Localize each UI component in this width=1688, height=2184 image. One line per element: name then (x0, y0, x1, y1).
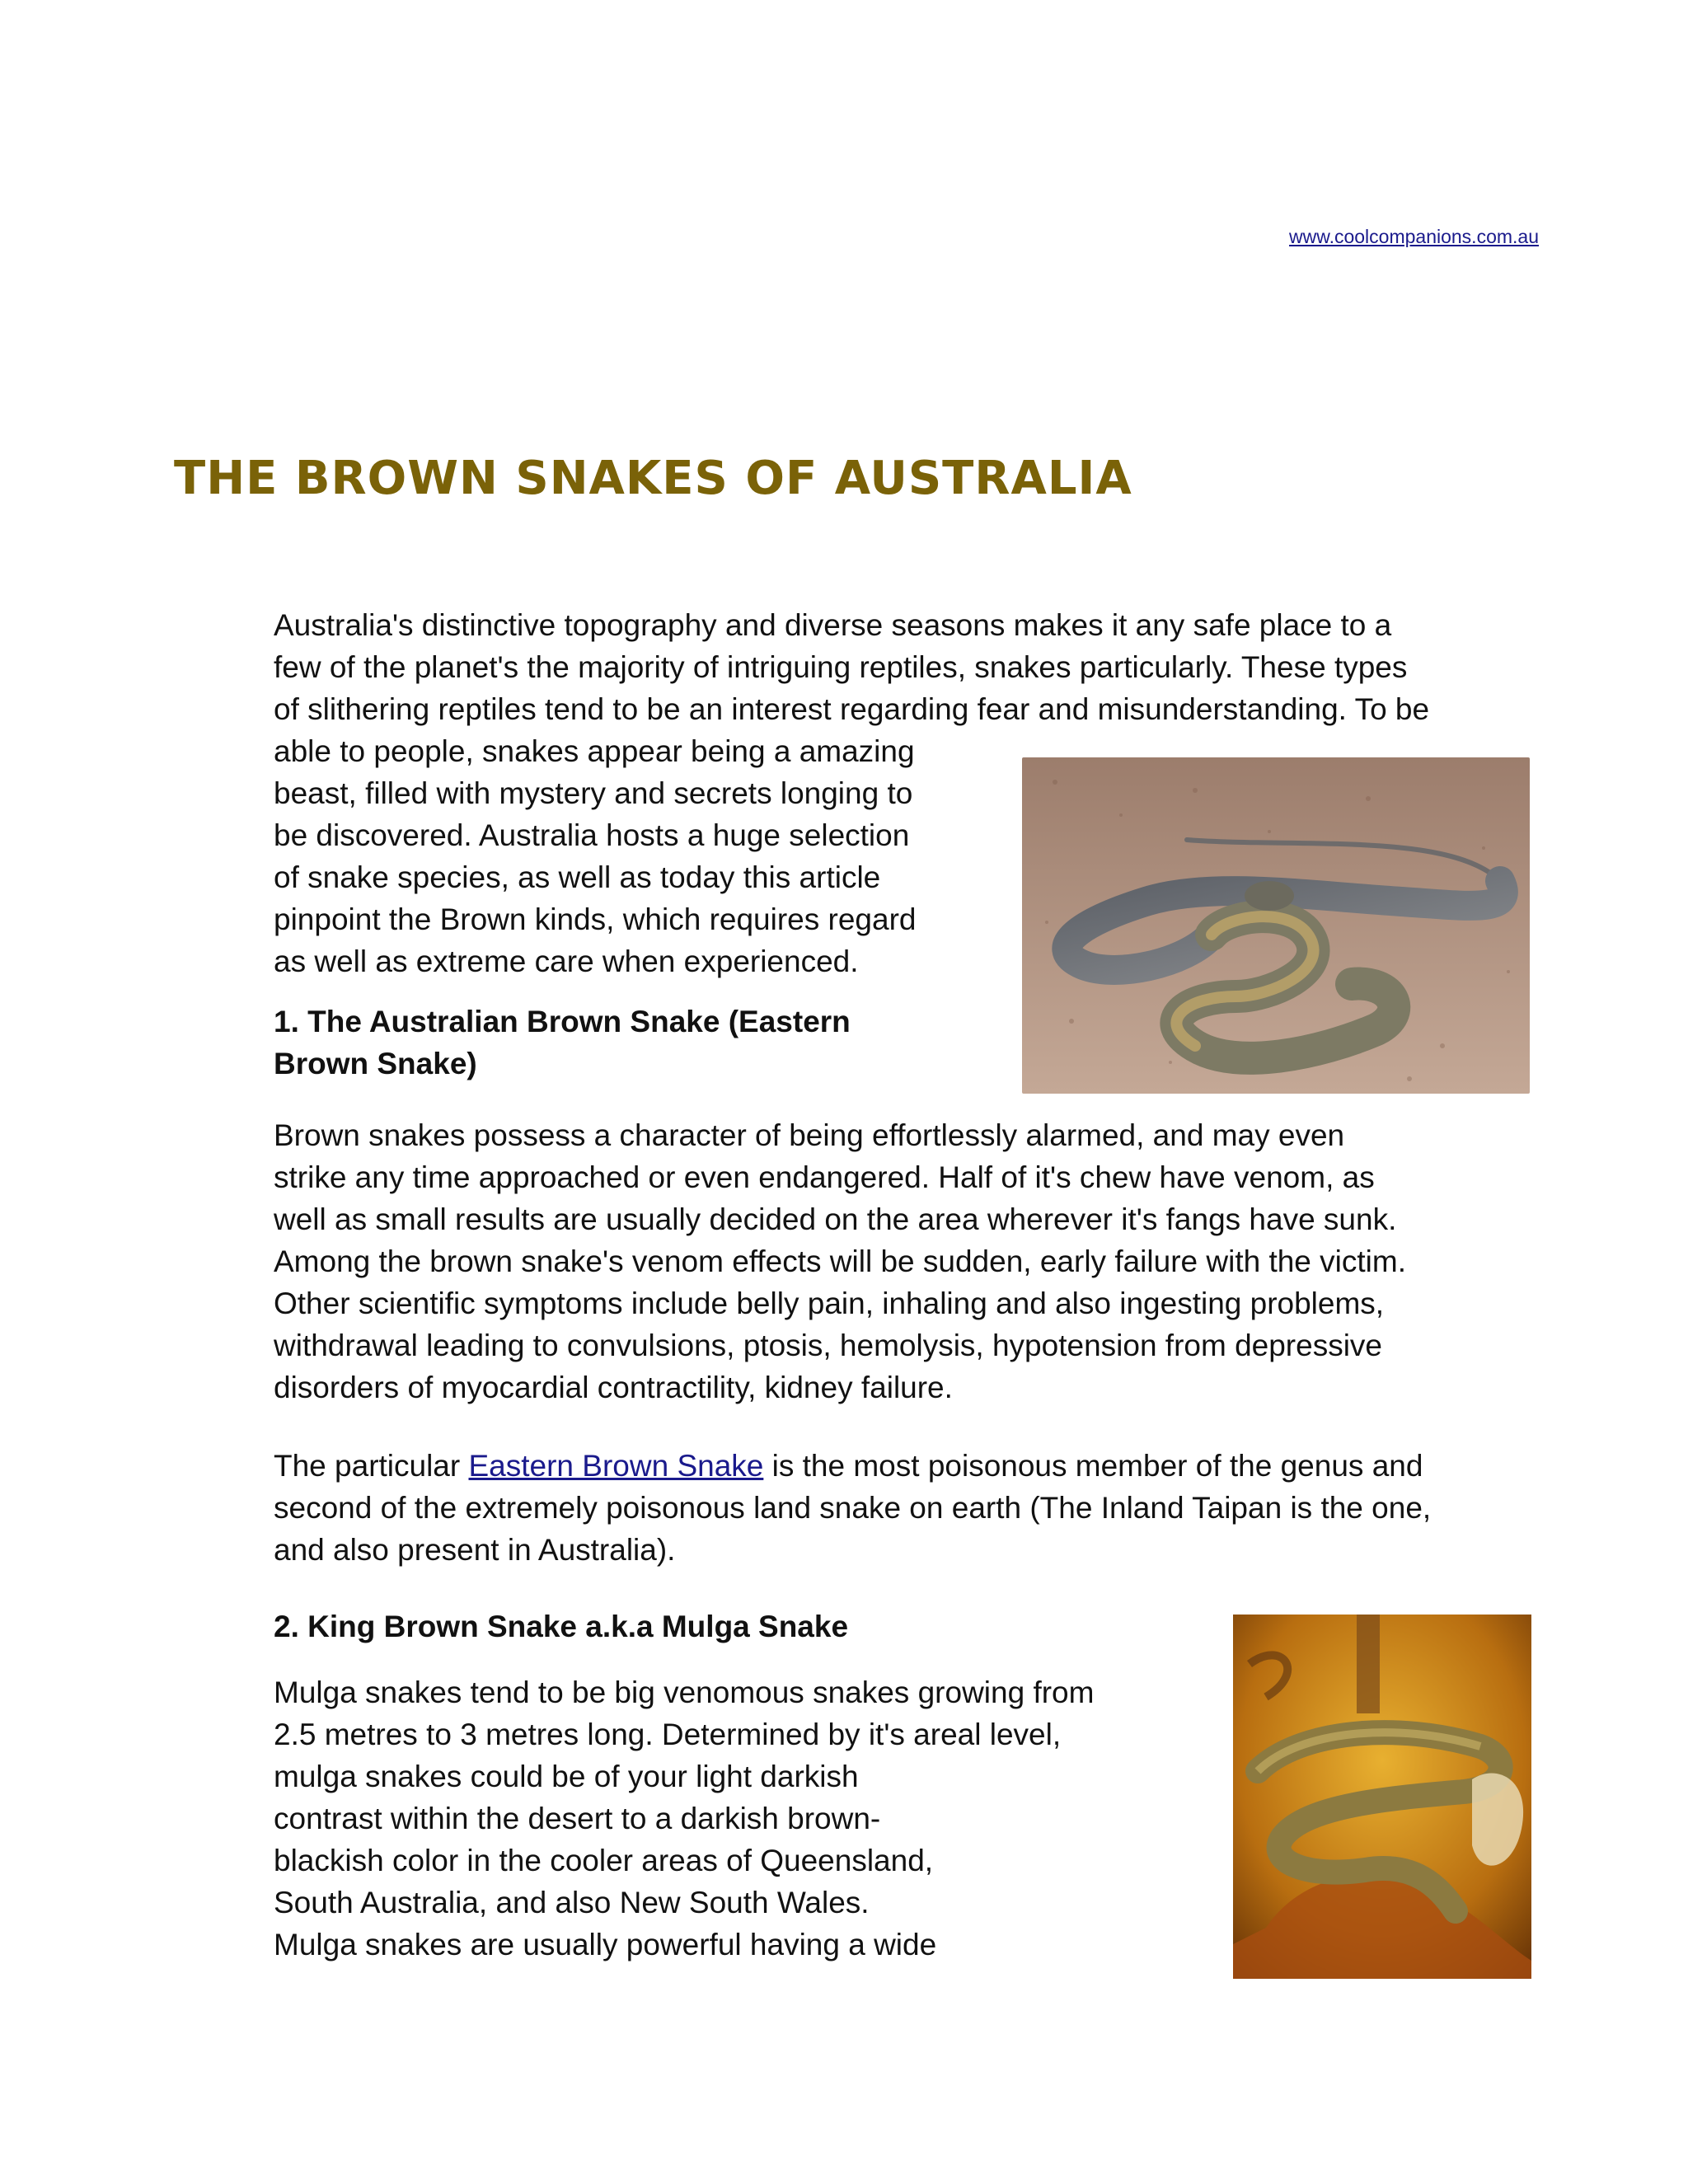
para-line: well as small results are usually decided on the area wherever it's fangs have sunk. (274, 1202, 1397, 1236)
intro-line: Australia's distinctive topography and diverse seasons makes it any safe place to a (274, 608, 1392, 642)
heading-line: 1. The Australian Brown Snake (Eastern (274, 1005, 851, 1038)
heading-line: Brown Snake) (274, 1047, 477, 1080)
eastern-suffix: is the most poisonous member of the genus and (763, 1449, 1423, 1483)
mulga-paragraph (274, 1671, 1164, 1966)
para-line: contrast within the desert to a darkish brown- (274, 1802, 881, 1835)
mulga-photo-illustration (1233, 1615, 1531, 1979)
para-line: Other scientific symptoms include belly pain, inhaling and also ingesting problems, (274, 1286, 1385, 1320)
para-line: 2.5 metres to 3 metres long. Determined by it's areal level, (274, 1718, 1062, 1751)
para-line: disorders of myocardial contractility, kidney failure. (274, 1371, 953, 1404)
eastern-brown-snake-photo (1022, 757, 1530, 1094)
para-line: mulga snakes could be of your light darkish (274, 1760, 859, 1793)
section-heading-king-brown: 2. King Brown Snake a.k.a Mulga Snake (274, 1610, 849, 1643)
intro-line: of snake species, as well as today this article (274, 860, 881, 894)
snake-photo-illustration (1022, 757, 1530, 1094)
intro-line: be discovered. Australia hosts a huge selection (274, 818, 910, 852)
para-line: strike any time approached or even endangered. Half of it's chew have venom, as (274, 1160, 1375, 1194)
eastern-brown-snake-link[interactable]: Eastern Brown Snake (468, 1449, 764, 1483)
site-link[interactable]: www.coolcompanions.com.au (1289, 226, 1539, 247)
eastern-prefix: The particular (274, 1449, 469, 1483)
para-line: and also present in Australia). (274, 1533, 676, 1567)
intro-paragraph (274, 604, 1535, 730)
para-line: Brown snakes possess a character of being effortlessly alarmed, and may even (274, 1118, 1345, 1152)
intro-line: pinpoint the Brown kinds, which requires regard (274, 902, 917, 936)
brown-snake-paragraph (274, 1114, 1535, 1408)
intro-line: few of the planet's the majority of intriguing reptiles, snakes particularly. These types (274, 650, 1408, 684)
article-body (274, 604, 1535, 1961)
para-line (274, 1445, 1535, 1487)
para-line: Mulga snakes tend to be big venomous snakes growing from (274, 1675, 1095, 1709)
mulga-snake-photo (1233, 1615, 1531, 1979)
section-heading-eastern (274, 1001, 982, 1085)
para-line: Among the brown snake's venom effects will be sudden, early failure with the victim. (274, 1244, 1406, 1278)
eastern-brown-paragraph (274, 1445, 1535, 1571)
page-title: THE BROWN SNAKES OF AUSTRALIA (174, 452, 1132, 505)
intro-line: beast, filled with mystery and secrets longing to (274, 776, 913, 810)
intro-line: of slithering reptiles tend to be an interest regarding fear and misunderstanding. To be (274, 692, 1430, 726)
intro-line: as well as extreme care when experienced. (274, 944, 859, 978)
article-block (274, 604, 1535, 1961)
para-line: blackish color in the cooler areas of Queensland, (274, 1844, 934, 1877)
intro-paragraph-continued (274, 730, 999, 982)
para-line: South Australia, and also New South Wales. (274, 1886, 870, 1919)
para-line: second of the extremely poisonous land snake on earth (The Inland Taipan is the one, (274, 1491, 1432, 1525)
para-line: withdrawal leading to convulsions, ptosis, hemolysis, hypotension from depressive (274, 1329, 1383, 1362)
para-line: Mulga snakes are usually powerful having a wide (274, 1928, 937, 1961)
intro-line: able to people, snakes appear being a amazing (274, 734, 915, 768)
